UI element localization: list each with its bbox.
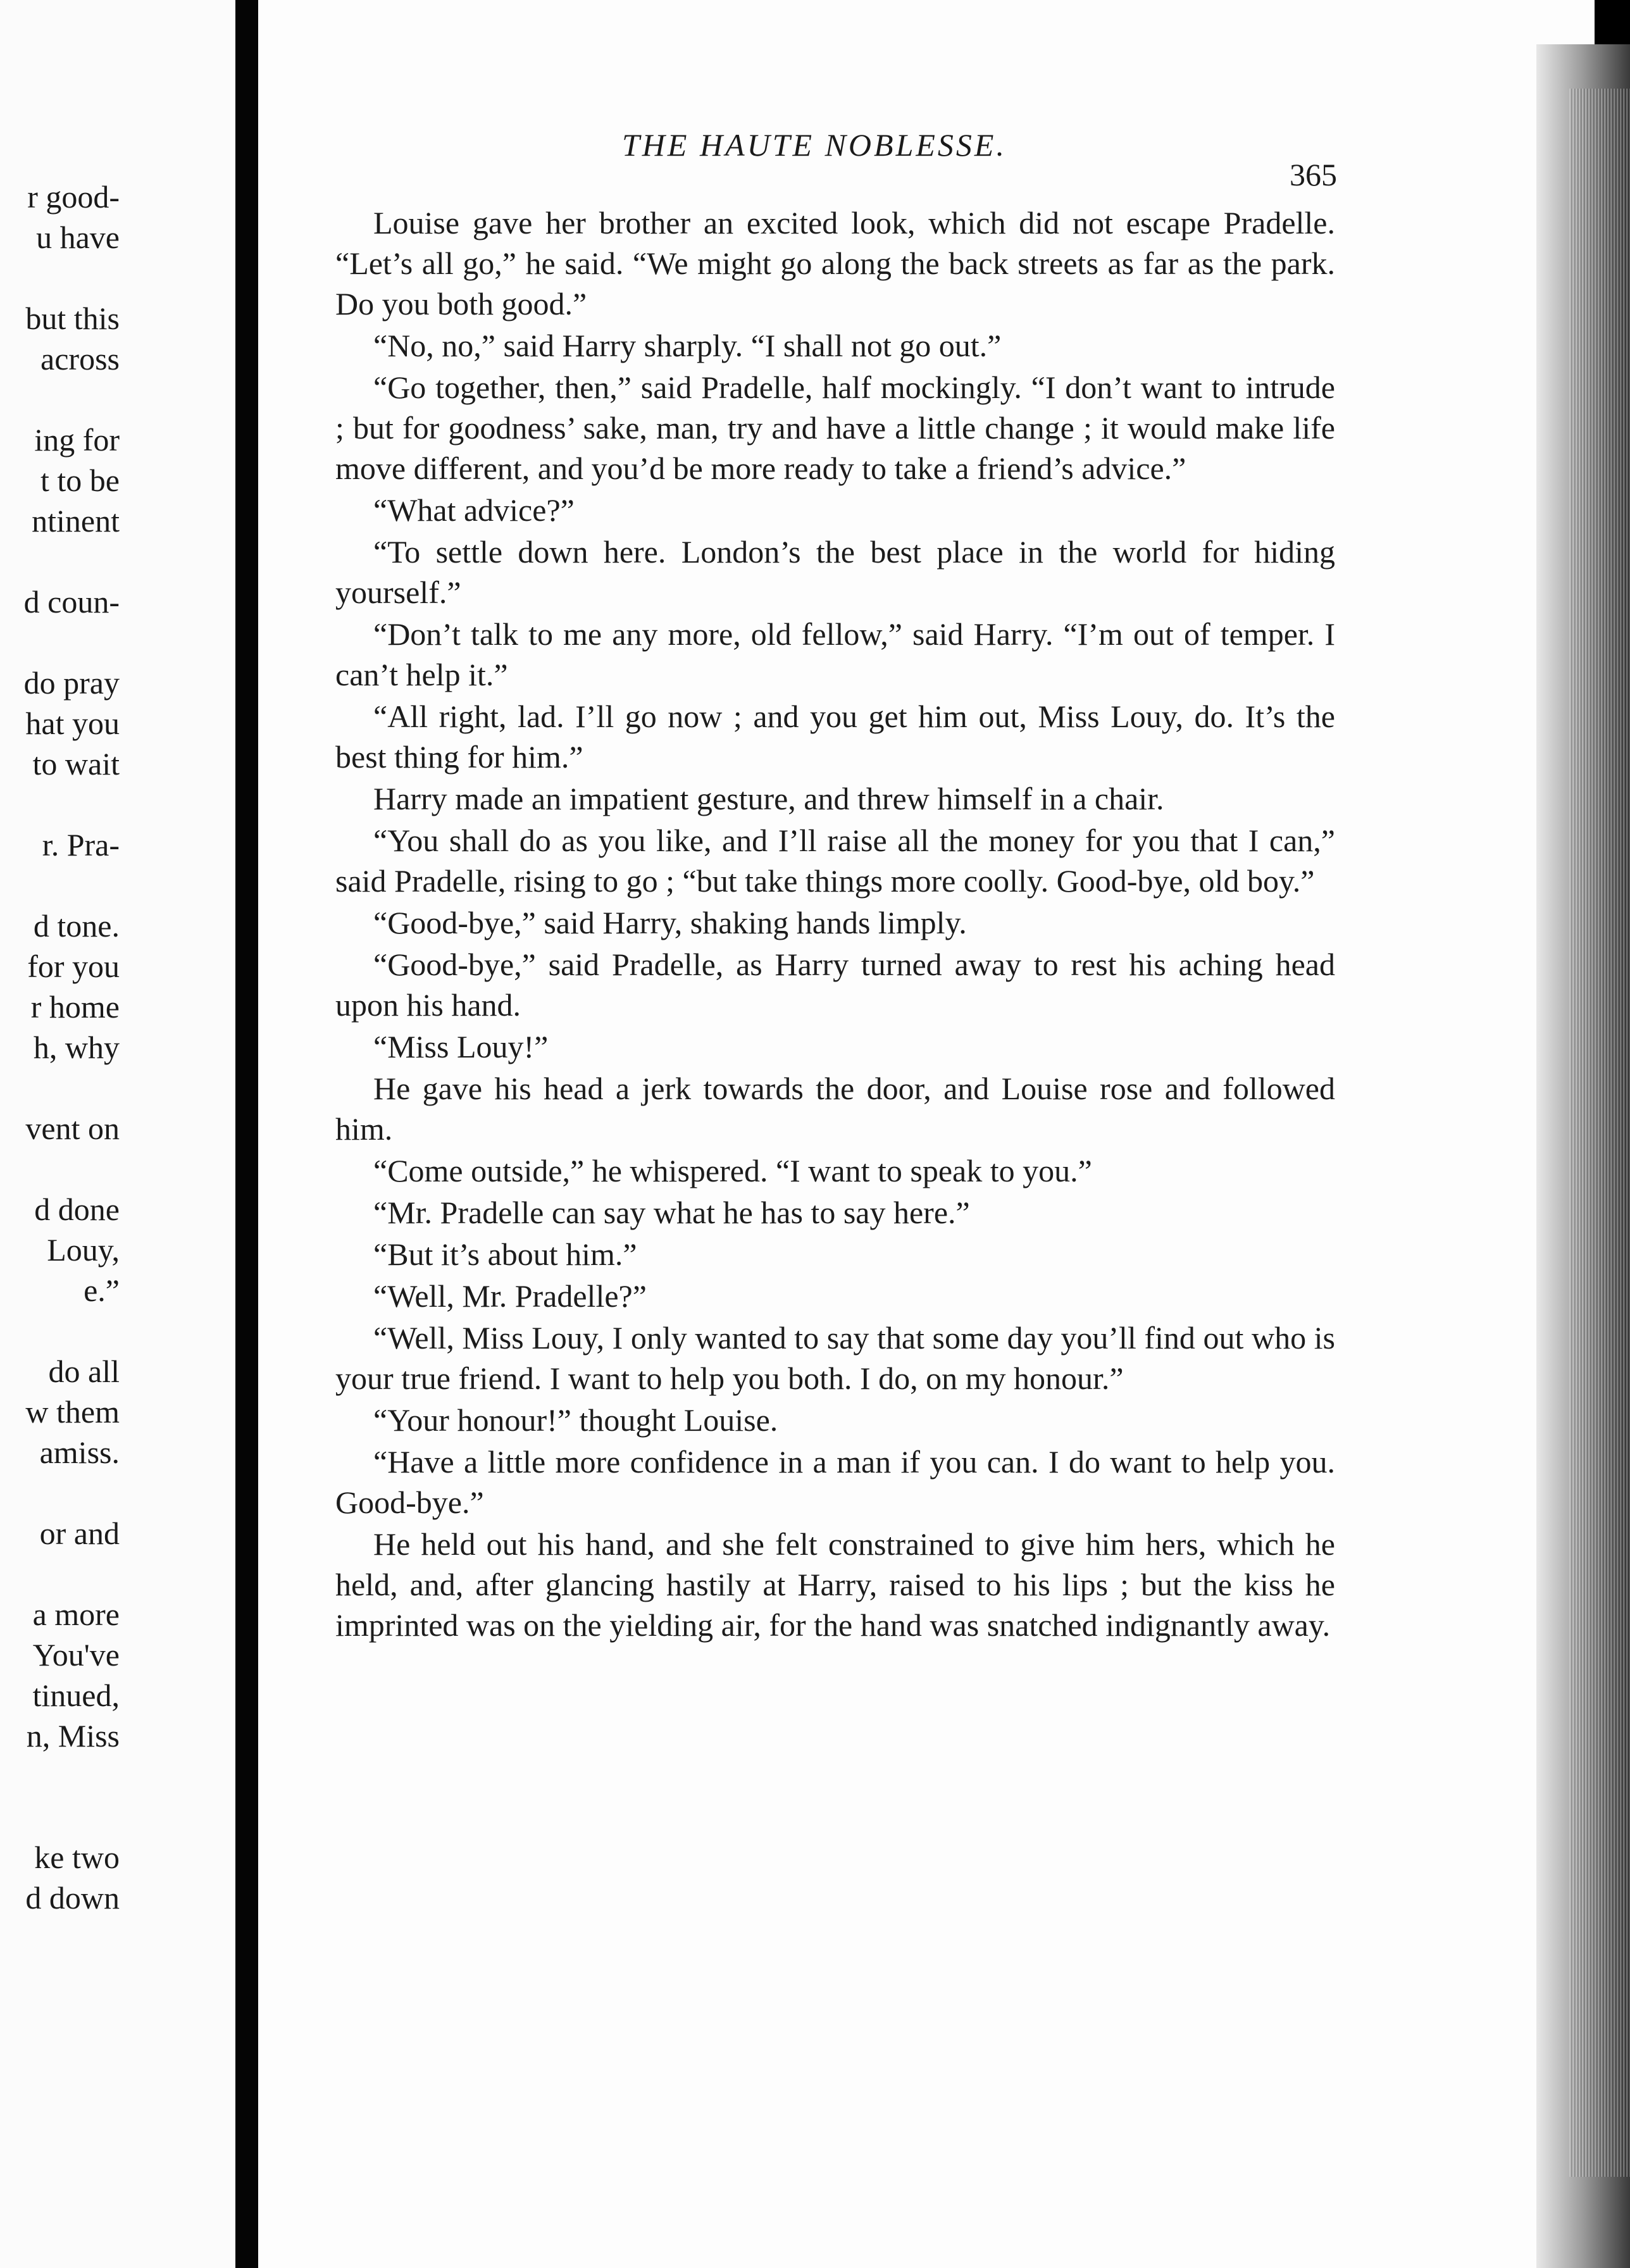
left-page-line: but this [25, 301, 120, 336]
left-page-line: r home [30, 989, 120, 1025]
paragraph: Harry made an impatient gesture, and threw himself in a chair. [373, 781, 1164, 816]
left-page-line: ke two [34, 1840, 120, 1875]
left-page-line: tinued, [32, 1678, 120, 1713]
left-page-line: w them [25, 1394, 120, 1430]
left-page-line: a more [32, 1597, 120, 1632]
left-page-line [0, 865, 120, 906]
paragraph: “But it’s about him.” [373, 1237, 637, 1272]
left-page-line [0, 1068, 120, 1108]
left-page-line: hat you [25, 706, 120, 741]
left-page-line: t to be [40, 463, 120, 498]
paragraph: “No, no,” said Harry sharply. “I shall not go out.” [373, 328, 1002, 363]
left-page-line [0, 541, 120, 582]
paragraph: “Don’t talk to me any more, old fellow,” said Harry. “I’m out of temper. I can’t help it.” [335, 616, 1335, 692]
left-page-line: n, Miss [26, 1718, 120, 1754]
body-text [335, 202, 1335, 1647]
left-page-line: do pray [23, 665, 120, 701]
page-edge-texture [1569, 89, 1630, 2177]
left-page-line [0, 1756, 120, 1797]
paragraph: Louise gave her brother an excited look, which did not escape Pradelle. “Let’s all go,” he said. “We might go along the back streets as far as the park. Do you both good.” [335, 205, 1335, 321]
left-page-line [0, 258, 120, 298]
page-number: 365 [1290, 157, 1337, 192]
left-page-line: d tone. [33, 908, 120, 944]
left-page-line [0, 1473, 120, 1513]
left-page-line: across [40, 341, 120, 377]
paragraph: “To settle down here. London’s the best place in the world for hiding yourself.” [335, 534, 1335, 610]
left-page-line: u have [36, 220, 120, 255]
left-page-line [0, 784, 120, 825]
left-page-line: for you [27, 949, 120, 984]
left-page-line: d down [25, 1880, 120, 1916]
left-page-line: ntinent [32, 503, 120, 539]
left-page-line: amiss. [39, 1435, 120, 1470]
paragraph: “Come outside,” he whispered. “I want to speak to you.” [373, 1153, 1092, 1188]
paragraph: “Mr. Pradelle can say what he has to say here.” [373, 1195, 970, 1230]
paragraph: “All right, lad. I’ll go now ; and you get him out, Miss Louy, do. It’s the best thing for him.” [335, 699, 1335, 775]
left-page-line: e.” [84, 1273, 120, 1308]
left-page-line: or and [39, 1516, 120, 1551]
left-page-line: d done [34, 1192, 120, 1227]
left-page [0, 0, 235, 2268]
left-page-line [0, 1797, 120, 1837]
book-gutter [235, 0, 261, 2268]
paragraph: “Have a little more confidence in a man if you can. I do want to help you. Good-bye.” [335, 1444, 1335, 1520]
left-page-line: You've [32, 1637, 120, 1673]
left-page-line: d coun- [23, 584, 120, 620]
running-head: THE HAUTE NOBLESSE. [622, 127, 1007, 163]
paragraph: “Miss Louy!” [373, 1029, 549, 1064]
left-page-line: r. Pra- [42, 827, 120, 863]
left-page-line: vent on [25, 1111, 120, 1146]
paragraph: “Good-bye,” said Pradelle, as Harry turned away to rest his aching head upon his hand. [335, 947, 1335, 1023]
paragraph: “Well, Miss Louy, I only wanted to say that some day you’ll find out who is your true friend. I want to help you both. I do, on my honour.” [335, 1320, 1335, 1396]
left-page-line: to wait [32, 746, 120, 782]
left-page-line [0, 1149, 120, 1189]
paragraph: “You shall do as you like, and I’ll raise all the money for you that I can,” said Pradelle, rising to go ; “but take things more coolly. Good-bye, old boy.” [335, 823, 1335, 899]
paragraph: “What advice?” [373, 492, 575, 528]
left-page-line [0, 622, 120, 663]
paragraph: He gave his head a jerk towards the door, and Louise rose and followed him. [335, 1071, 1335, 1147]
left-page-line [0, 1554, 120, 1594]
paragraph: He held out his hand, and she felt constrained to give him hers, which he held, and, after glancing hastily at Harry, raised to his lips ; but the kiss he imprinted was on the yielding air, for the hand was snatched indignantly away. [335, 1526, 1335, 1643]
left-page-text [0, 177, 120, 1918]
left-page-line [0, 379, 120, 420]
paragraph: “Go together, then,” said Pradelle, half mockingly. “I don’t want to intrude ; but for goodness’ sake, man, try and have a little change ; it would make life move different, and you’d be more ready to take a friend’s advice.” [335, 370, 1335, 486]
left-page-line: h, why [33, 1030, 120, 1065]
paragraph: “Well, Mr. Pradelle?” [373, 1278, 647, 1314]
left-page-line: do all [48, 1354, 120, 1389]
paragraph: “Good-bye,” said Harry, shaking hands limply. [373, 905, 967, 940]
paragraph: “Your honour!” thought Louise. [373, 1402, 778, 1438]
left-page-line: ing for [34, 422, 120, 458]
left-page-line: Louy, [47, 1232, 120, 1268]
left-page-line: r good- [27, 179, 120, 215]
left-page-line [0, 1311, 120, 1351]
